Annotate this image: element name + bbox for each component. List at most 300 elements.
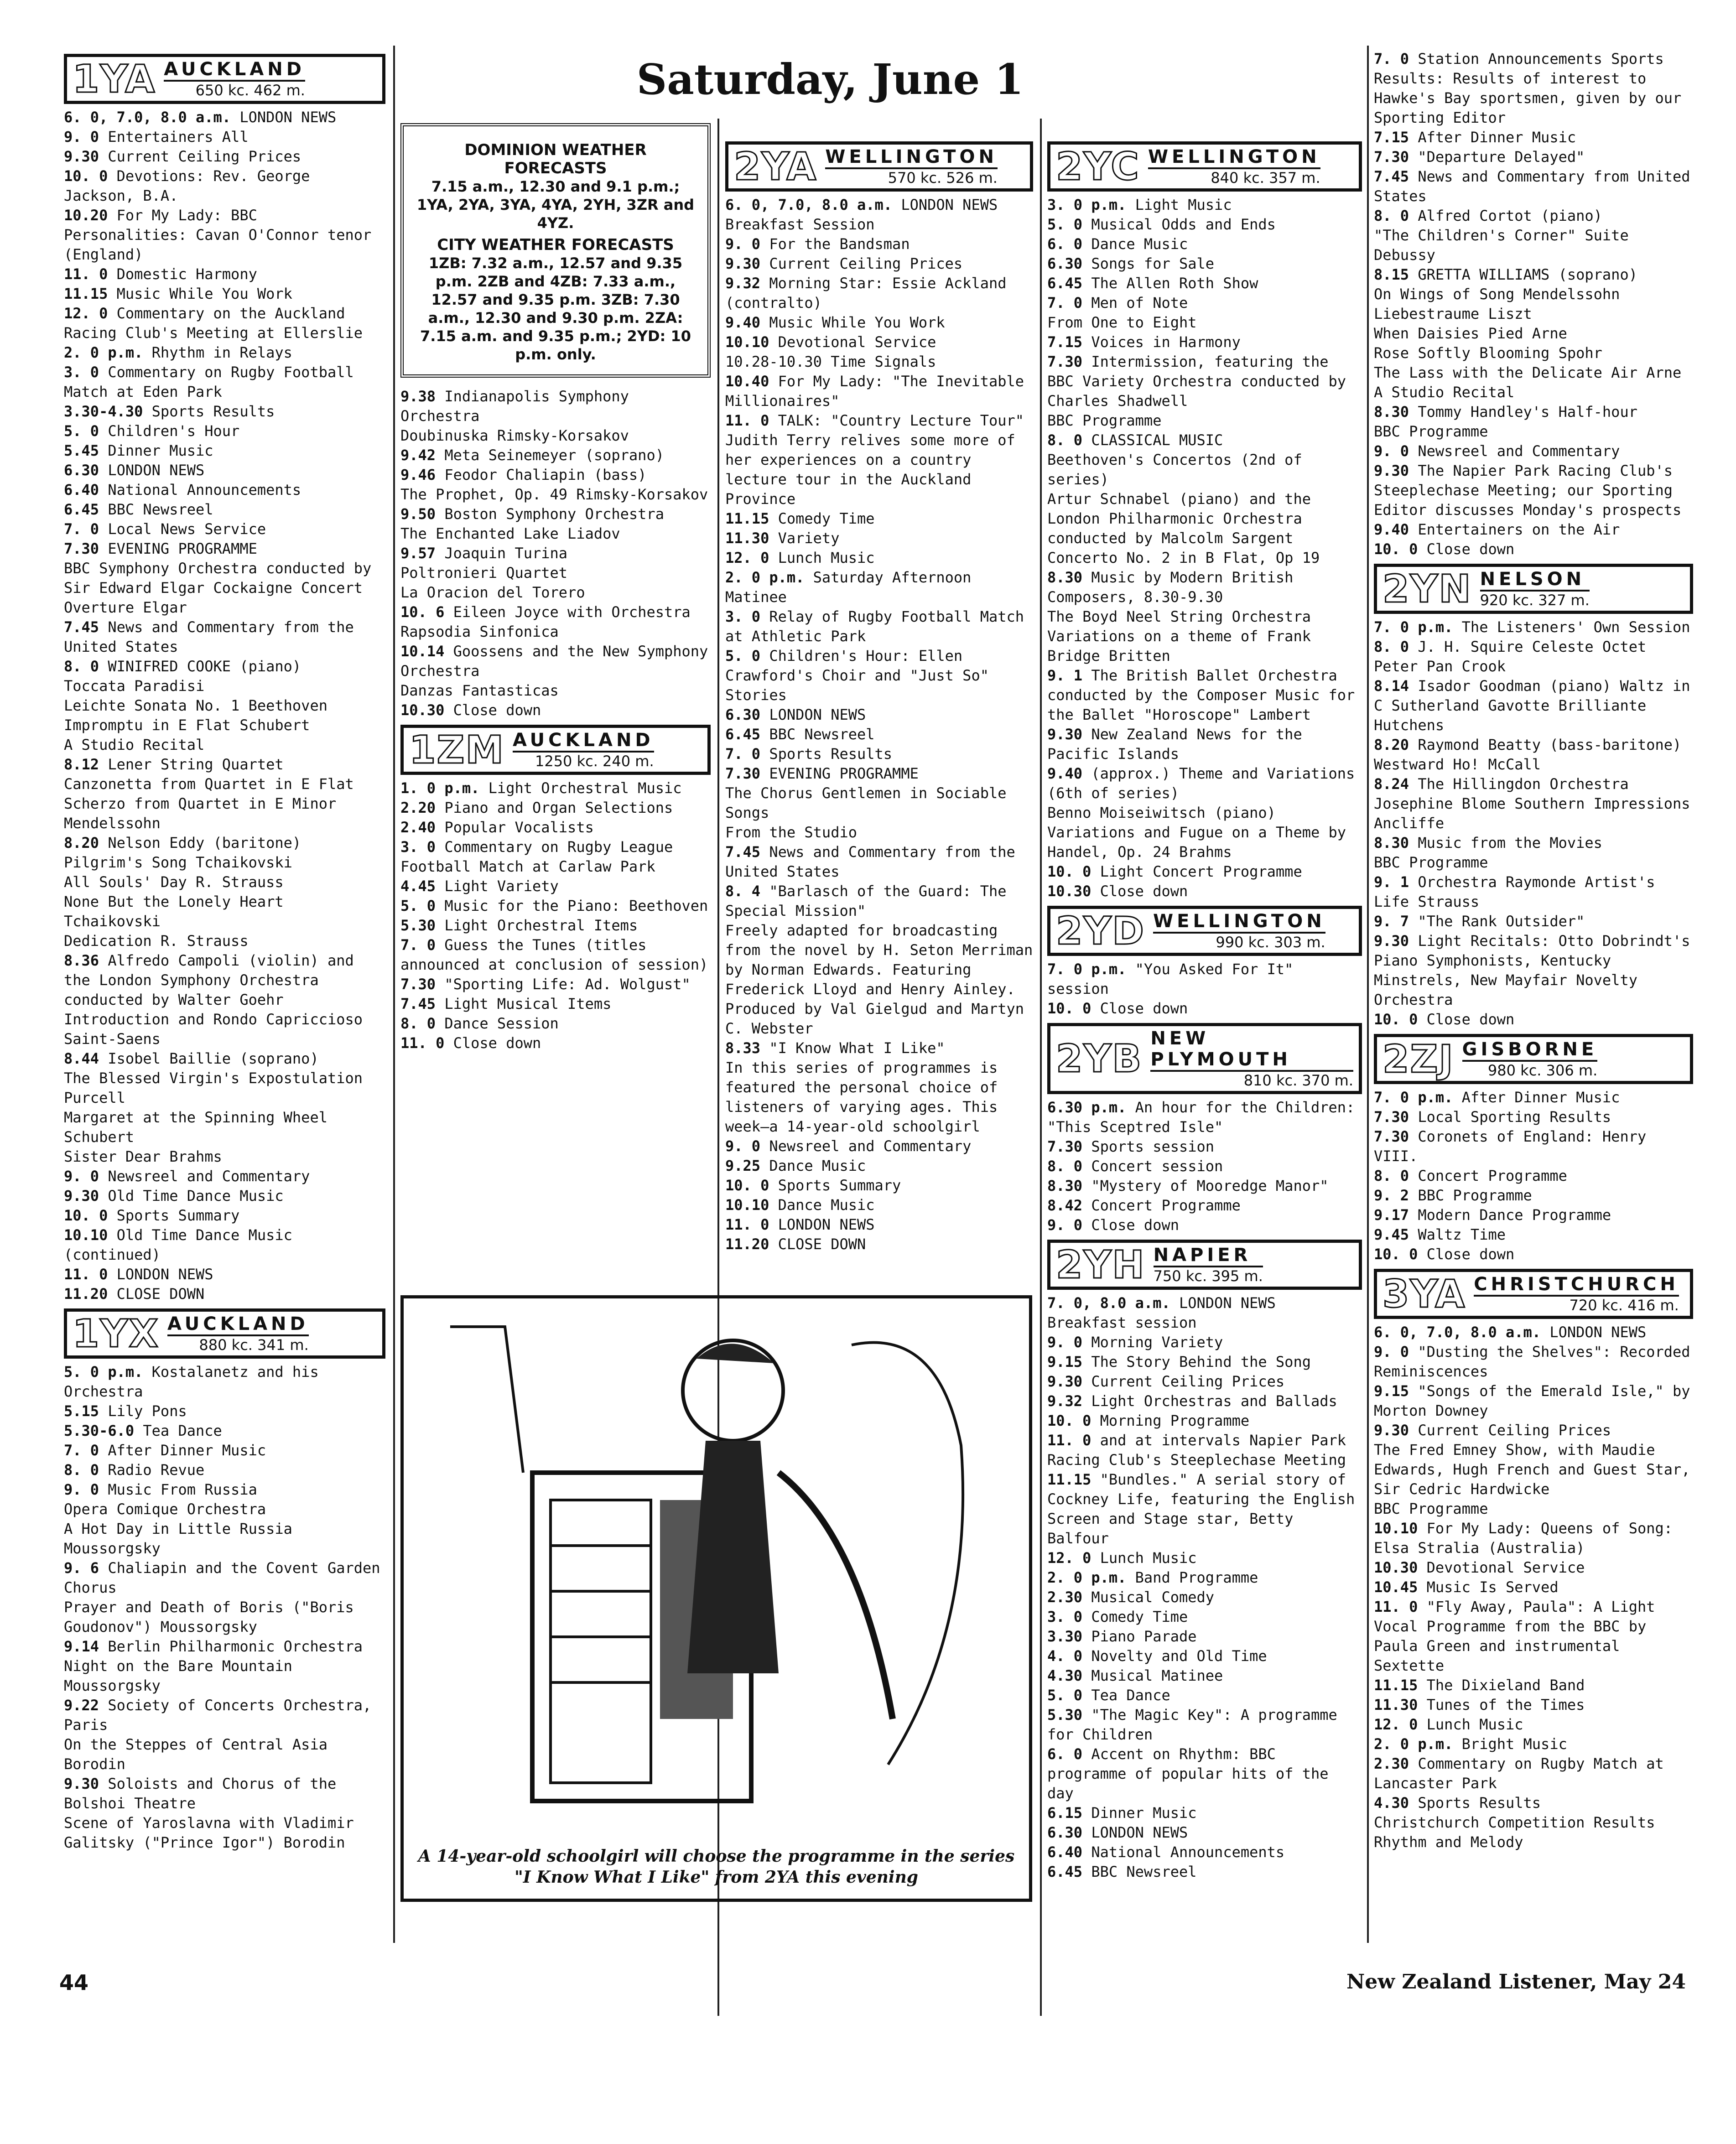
schedule-entry <box>1047 313 1362 332</box>
schedule-entry <box>64 1186 385 1206</box>
schedule-entry <box>1047 332 1362 352</box>
station-callsign: 2ZJ <box>1383 1037 1454 1081</box>
entry-description: CLASSICAL MUSIC <box>1091 431 1223 449</box>
schedule-entry <box>64 872 385 892</box>
entry-time: 10.10 <box>1374 1520 1418 1537</box>
entry-description: Variety <box>778 530 840 547</box>
schedule-entry <box>400 465 711 485</box>
entry-description: Joaquin Turina <box>444 545 568 562</box>
entry-description: Berlin Philharmonic Orchestra <box>108 1638 363 1655</box>
entry-description: Close down <box>453 1034 541 1052</box>
entry-time: 7. 0 <box>64 1442 99 1459</box>
entry-description: Light Orchestras and Ballads <box>1091 1392 1337 1410</box>
schedule-entry <box>1374 676 1693 735</box>
entry-time: 2.20 <box>400 799 436 816</box>
entry-description: "The Rank Outsider" <box>1418 913 1585 930</box>
schedule-entry <box>1374 49 1693 128</box>
entry-description: BBC Programme <box>1374 1500 1488 1517</box>
entry-time: 5.30 <box>1047 1706 1083 1724</box>
schedule-entry <box>1047 1372 1362 1391</box>
entry-description: Current Ceiling Prices <box>1091 1373 1285 1390</box>
entry-time: 7.15 <box>1374 129 1409 146</box>
entry-description: Sports Results <box>769 745 893 763</box>
entry-time: 10. 0 <box>64 167 108 185</box>
entry-description: BBC Newsreel <box>108 501 213 518</box>
entry-time: 7.30 <box>64 540 99 557</box>
entry-time: 9.30 <box>64 1187 99 1204</box>
entry-time: 6. 0 <box>1047 235 1083 253</box>
entry-time: 7.30 <box>1047 353 1083 370</box>
entry-time: 10.10 <box>725 333 769 351</box>
entry-description: For My Lady: "The Inevitable Millionaires" <box>725 373 1024 410</box>
entry-time: 8. 0 <box>64 1461 99 1479</box>
entry-description: National Announcements <box>1091 1843 1285 1861</box>
schedule-entry <box>1047 1470 1362 1548</box>
schedule-entry <box>1047 725 1362 764</box>
station-callsign: 3YA <box>1383 1272 1466 1316</box>
entry-description: TALK: "Country Lecture Tour" <box>778 412 1024 429</box>
schedule-entry <box>1047 568 1362 607</box>
entry-time: 2. 0 p.m. <box>1047 1569 1127 1586</box>
entry-description: Tommy Handley's Half-hour <box>1418 403 1637 420</box>
schedule-entry <box>1374 1578 1693 1597</box>
entry-time: 8.30 <box>1047 1177 1083 1194</box>
schedule-entry <box>1047 1568 1362 1588</box>
entry-description: Close down <box>1426 1011 1515 1028</box>
entry-time: 9.30 <box>725 255 761 272</box>
entry-time: 5. 0 <box>725 647 761 664</box>
entry-time: 9.40 <box>725 314 761 331</box>
entry-time: 8.36 <box>64 952 99 969</box>
entry-time: 10.10 <box>725 1196 769 1214</box>
entry-description: Light Music <box>1135 196 1232 213</box>
entry-description: Freely adapted for broadcasting from the novel by H. Seton Merriman by Norman Edwards. Featuring Frederick Lloyd and Henry Ainley. Produced by Val Gielgud and Martyn C. Webster <box>725 922 1033 1037</box>
entry-description: BBC Symphony Orchestra conducted by Sir Edward Elgar Cockaigne Concert Overture Elgar <box>64 560 372 616</box>
entry-time: 9.15 <box>1374 1382 1409 1400</box>
entry-description: Chaliapin and the Covent Garden Chorus <box>64 1559 380 1596</box>
entry-time: 10. 0 <box>1047 1412 1091 1429</box>
entry-description: Musical Comedy <box>1091 1589 1215 1606</box>
weather-forecasts-box <box>400 123 711 378</box>
entry-time: 10.45 <box>1374 1578 1418 1596</box>
schedule-entry <box>1047 254 1362 274</box>
entry-description: Benno Moiseiwitsch (piano) <box>1047 804 1276 821</box>
entry-description: Comedy Time <box>778 510 875 527</box>
column-5 <box>1374 49 1693 1852</box>
entry-time: 1. 0 p.m. <box>400 779 480 797</box>
entry-description: Band Programme <box>1135 1569 1258 1586</box>
schedule-entry <box>64 559 385 618</box>
entry-description: Leichte Sonata No. 1 Beethoven <box>64 697 327 714</box>
entry-description: Newsreel and Commentary <box>108 1168 310 1185</box>
entry-description: La Oracion del Torero <box>400 584 585 601</box>
schedule-entry <box>725 607 1033 646</box>
entry-description: Night on the Bare Mountain Moussorgsky <box>64 1657 292 1694</box>
schedule-entry <box>1047 234 1362 254</box>
schedule-entry <box>725 921 1033 1038</box>
entry-description: J. H. Squire Celeste Octet Peter Pan Crook <box>1374 638 1647 675</box>
schedule-entry <box>1374 931 1693 1010</box>
entry-time: 11.15 <box>64 285 108 302</box>
entry-time: 8. 0 <box>400 1015 436 1032</box>
entry-time: 7. 0 p.m. <box>1374 1089 1453 1106</box>
column-4 <box>1047 137 1362 1882</box>
entry-description: For My Lady: BBC Personalities: Cavan O'Connor tenor (England) <box>64 207 372 263</box>
station-header-2yb <box>1047 1023 1362 1094</box>
entry-time: 9. 0 <box>1047 1334 1083 1351</box>
entry-description: Commentary on Rugby Match at Lancaster Park <box>1374 1755 1664 1792</box>
schedule-entry <box>1047 1411 1362 1431</box>
entry-time: 9.30 <box>64 148 99 165</box>
station-frequency: 570 kc. 526 m. <box>888 169 998 187</box>
entry-time: 9. 1 <box>1047 667 1083 684</box>
schedule-entry <box>1047 195 1362 215</box>
entry-time: 8.20 <box>1374 736 1409 753</box>
schedule-entry <box>64 1069 385 1108</box>
magazine-footer: New Zealand Listener, May 24 <box>1346 1970 1686 1993</box>
schedule-entry <box>1047 1137 1362 1157</box>
station-callsign: 2YN <box>1383 566 1472 611</box>
station-callsign: 2YA <box>734 144 817 189</box>
schedule-entry <box>1374 872 1693 912</box>
schedule-entry <box>725 1058 1033 1137</box>
schedule-entry <box>64 774 385 794</box>
schedule-entry <box>64 1421 385 1441</box>
entry-description: Relay of Rugby Football Match at Athletic Park <box>725 608 1024 645</box>
entry-description: Light Recitals: Otto Dobrindt's Piano Symphonists, Kentucky Minstrels, New Mayfair Novelty Orchestra <box>1374 932 1690 1008</box>
station-header-2yc <box>1047 141 1362 192</box>
page-title: Saturday, June 1 <box>636 55 1024 104</box>
entry-description: Light Musical Items <box>444 995 612 1012</box>
schedule-entry <box>1047 1333 1362 1352</box>
entry-description: (approx.) Theme and Variations (6th of series) <box>1047 765 1355 802</box>
entry-time: 7. 0 <box>400 936 436 954</box>
entry-description: "Departure Delayed" <box>1418 148 1585 166</box>
entry-description: Scene of Yaroslavna with Vladimir Galitsky ("Prince Igor") Borodin <box>64 1814 354 1851</box>
schedule-entry <box>1374 441 1693 461</box>
entry-description: BBC Programme <box>1374 854 1488 871</box>
schedule-entry <box>64 441 385 461</box>
station-callsign: 1ZM <box>409 727 504 772</box>
entry-time: 10. 0 <box>1047 1000 1091 1017</box>
schedule-entry <box>64 931 385 951</box>
entry-description: and at intervals Napier Park Racing Club's Steeplechase Meeting <box>1047 1432 1346 1469</box>
entry-time: 7.30 <box>1374 1108 1409 1126</box>
schedule-entry <box>1374 304 1693 324</box>
schedule-entry <box>400 642 711 681</box>
entry-time: 10. 0 <box>1374 540 1418 558</box>
entry-time: 8.14 <box>1374 677 1409 695</box>
entry-description: Close down <box>1100 1000 1188 1017</box>
entry-time: 11. 0 <box>725 412 769 429</box>
entry-description: Beethoven's Concertos (2nd of series) <box>1047 451 1302 488</box>
schedule-entry <box>1047 1627 1362 1646</box>
entry-description: Music From Russia <box>108 1481 257 1498</box>
entry-description: The Hillingdon Orchestra Josephine Blome Southern Impressions Ancliffe <box>1374 775 1690 832</box>
schedule-2zj <box>1374 1088 1693 1264</box>
station-frequency: 990 kc. 303 m. <box>1216 934 1325 951</box>
entry-time: 10. 0 <box>1047 863 1091 880</box>
schedule-entry <box>1374 1676 1693 1695</box>
schedule-entry <box>1374 1225 1693 1245</box>
schedule-2yb <box>1047 1098 1362 1235</box>
schedule-entry <box>400 994 711 1014</box>
entry-description: Radio Revue <box>108 1461 205 1479</box>
schedule-entry <box>1374 343 1693 363</box>
schedule-entry <box>400 583 711 602</box>
entry-description: BBC Newsreel <box>769 726 875 743</box>
entry-time: 9.25 <box>725 1157 761 1174</box>
entry-description: Newsreel and Commentary <box>1418 442 1620 460</box>
station-callsign: 2YD <box>1056 908 1145 953</box>
entry-time: 9. 0 <box>1047 1216 1083 1234</box>
entry-description: LONDON NEWS <box>239 109 337 126</box>
schedule-entry <box>1374 1107 1693 1127</box>
entry-description: Children's Hour: Ellen Crawford's Choir and "Just So" Stories <box>725 647 989 704</box>
schedule-entry <box>400 1014 711 1033</box>
entry-description: Music by Modern British Composers, 8.30-9.30 <box>1047 569 1294 606</box>
entry-description: Devotions: Rev. George Jackson, B.A. <box>64 167 310 204</box>
entry-description: Bright Music <box>1461 1735 1567 1753</box>
schedule-entry <box>1047 450 1362 489</box>
schedule-entry <box>64 1362 385 1402</box>
entry-description: "Sporting Life: Ad. Wolgust" <box>444 976 691 993</box>
schedule-entry <box>1047 999 1362 1018</box>
schedule-entry <box>1047 764 1362 803</box>
entry-description: Lunch Music <box>1426 1716 1523 1733</box>
entry-time: 7. 0 p.m. <box>1374 618 1453 636</box>
entry-description: After Dinner Music <box>1418 129 1576 146</box>
schedule-entry <box>1047 293 1362 313</box>
entry-time: 5.45 <box>64 442 99 459</box>
entry-description: Close down <box>1100 883 1188 900</box>
entry-description: LONDON NEWS <box>108 462 205 479</box>
entry-description: Current Ceiling Prices <box>1418 1422 1611 1439</box>
entry-time: 11.15 <box>1374 1677 1418 1694</box>
entry-description: The Lass with the Delicate Air Arne <box>1374 364 1682 381</box>
entry-description: Close down <box>453 701 541 719</box>
schedule-2yn <box>1374 618 1693 1029</box>
entry-description: Musical Matinee <box>1091 1667 1223 1684</box>
entry-description: "Dusting the Shelves": Recorded Reminiscences <box>1374 1343 1690 1380</box>
entry-description: Lily Pons <box>108 1402 187 1420</box>
schedule-entry <box>1047 803 1362 823</box>
schedule-entry <box>64 833 385 853</box>
entry-description: Orchestra Raymonde Artist's Life Strauss <box>1374 873 1655 910</box>
station-frequency: 840 kc. 357 m. <box>1211 169 1320 187</box>
schedule-entry <box>64 1049 385 1069</box>
schedule-entry <box>1374 540 1693 559</box>
entry-time: 9.22 <box>64 1697 99 1714</box>
entry-time: 9.14 <box>64 1638 99 1655</box>
schedule-entry <box>64 1696 385 1735</box>
cartoon-caption: A 14-year-old schoolgirl will choose the programme in the series "I Know What I Like" from 2YA this evening <box>418 1847 1015 1887</box>
entry-description: Pilgrim's Song Tchaikovski <box>64 854 292 871</box>
entry-description: An hour for the Children: "This Sceptred Isle" <box>1047 1099 1355 1136</box>
entry-time: 10.20 <box>64 207 108 224</box>
schedule-entry <box>64 1558 385 1598</box>
entry-description: The Blessed Virgin's Expostulation Purcell <box>64 1069 363 1106</box>
entry-description: Children's Hour <box>108 422 240 440</box>
entry-description: Feodor Chaliapin (bass) <box>444 466 647 483</box>
schedule-entry <box>1374 1381 1693 1421</box>
schedule-entry <box>1374 1205 1693 1225</box>
entry-description: Danzas Fantasticas <box>400 682 559 699</box>
entry-time: 11. 0 <box>725 1216 769 1233</box>
schedule-entry <box>1047 1293 1362 1313</box>
station-callsign: 1YX <box>73 1311 160 1356</box>
schedule-entry <box>725 1038 1033 1058</box>
schedule-entry <box>1374 265 1693 285</box>
schedule-entry <box>725 1156 1033 1176</box>
entry-description: Eileen Joyce with Orchestra <box>453 603 691 621</box>
entry-description: Sports session <box>1091 1138 1215 1155</box>
entry-description: LONDON NEWS <box>1091 1824 1188 1841</box>
entry-time: 5. 0 p.m. <box>64 1363 143 1381</box>
entry-description: "The Magic Key": A programme for Children <box>1047 1706 1337 1743</box>
entry-description: Opera Comique Orchestra <box>64 1500 266 1518</box>
schedule-entry <box>1047 862 1362 882</box>
entry-time: 6.45 <box>64 501 99 518</box>
entry-description: The Dixieland Band <box>1426 1677 1585 1694</box>
schedule-entry <box>1374 363 1693 383</box>
entry-description: Sister Dear Brahms <box>64 1148 222 1165</box>
entry-time: 9. 0 <box>1374 1343 1409 1360</box>
station-city: AUCKLAND <box>167 1313 309 1336</box>
schedule-entry <box>1047 1803 1362 1823</box>
schedule-entry <box>400 387 711 426</box>
entry-time: 9.30 <box>1374 932 1409 950</box>
schedule-entry <box>64 108 385 127</box>
entry-description: Scherzo from Quartet in E Minor Mendelssohn <box>64 795 337 832</box>
entry-description: Dedication R. Strauss <box>64 932 249 950</box>
column-2 <box>400 123 711 1053</box>
schedule-entry <box>1047 411 1362 431</box>
schedule-entry <box>64 1480 385 1500</box>
schedule-entry <box>725 274 1033 313</box>
entry-time: 6.45 <box>1047 1863 1083 1880</box>
schedule-entry <box>725 195 1033 215</box>
schedule-entry <box>1374 1715 1693 1734</box>
entry-time: 8. 0 <box>1374 1167 1409 1184</box>
schedule-entry <box>1047 1686 1362 1705</box>
schedule-entry <box>400 544 711 563</box>
entry-description: Local News Service <box>108 520 266 538</box>
entry-time: 7.45 <box>1374 168 1409 185</box>
entry-description: National Announcements <box>108 481 301 498</box>
entry-time: 2.30 <box>1374 1755 1409 1772</box>
schedule-entry <box>64 1656 385 1696</box>
station-frequency: 880 kc. 341 m. <box>199 1336 309 1354</box>
schedule-2yh-continued <box>1374 49 1693 559</box>
schedule-entry <box>1374 1558 1693 1578</box>
entry-description: On the Steppes of Central Asia Borodin <box>64 1736 327 1773</box>
schedule-entry <box>725 784 1033 823</box>
station-city: CHRISTCHURCH <box>1474 1274 1679 1297</box>
schedule-entry <box>725 234 1033 254</box>
schedule-entry <box>400 701 711 720</box>
schedule-entry <box>64 951 385 1010</box>
entry-time: 7.30 <box>725 765 761 782</box>
schedule-entry <box>725 215 1033 234</box>
entry-description: Dinner Music <box>108 442 213 459</box>
station-frequency: 1250 kc. 240 m. <box>535 753 654 770</box>
entry-time: 8.12 <box>64 756 99 773</box>
schedule-entry <box>400 681 711 701</box>
entry-time: 8.30 <box>1374 403 1409 420</box>
schedule-entry <box>1047 1843 1362 1862</box>
schedule-entry <box>64 1460 385 1480</box>
entry-time: 4. 0 <box>1047 1647 1083 1665</box>
entry-description: Lunch Music <box>778 549 875 566</box>
schedule-entry <box>64 500 385 519</box>
entry-description: Commentary on Rugby League Football Match at Carlaw Park <box>400 838 673 875</box>
entry-description: Modern Dance Programme <box>1418 1206 1611 1224</box>
entry-description: Music While You Work <box>116 285 292 302</box>
schedule-entry <box>400 798 711 818</box>
entry-description: EVENING PROGRAMME <box>769 765 919 782</box>
entry-description: For the Bandsman <box>769 235 910 253</box>
entry-description: Devotional Service <box>778 333 936 351</box>
entry-description: Poltronieri Quartet <box>400 564 568 581</box>
entry-description: Christchurch Competition Results <box>1374 1814 1655 1831</box>
entry-time: 7.45 <box>725 843 761 861</box>
entry-description: Dance Music <box>778 1196 875 1214</box>
entry-description: Music from the Movies <box>1418 834 1602 851</box>
schedule-entry <box>400 426 711 446</box>
entry-description: Morning Programme <box>1100 1412 1250 1429</box>
schedule-entry <box>1047 607 1362 666</box>
schedule-entry <box>400 896 711 916</box>
entry-description: Concert Programme <box>1418 1167 1567 1184</box>
schedule-1yx <box>64 1362 385 1853</box>
column-1 <box>64 49 385 1853</box>
entry-description: The Listeners' Own Session <box>1461 618 1690 636</box>
schedule-entry <box>1374 1323 1693 1342</box>
schedule-2yd <box>1047 960 1362 1018</box>
page-number: 44 <box>59 1970 89 1995</box>
entry-time: 6.45 <box>725 726 761 743</box>
entry-time: 5.30-6.0 <box>64 1422 135 1439</box>
entry-description: A Studio Recital <box>64 736 205 753</box>
schedule-entry <box>1047 666 1362 725</box>
entry-time: 3. 0 p.m. <box>1047 196 1127 213</box>
entry-time: 5.30 <box>400 917 436 934</box>
entry-description: Dance Session <box>444 1015 559 1032</box>
entry-time: 9.45 <box>1374 1226 1409 1243</box>
schedule-entry <box>1374 912 1693 931</box>
entry-description: Newsreel and Commentary <box>769 1137 972 1155</box>
entry-description: Light Orchestral Music <box>488 779 682 797</box>
entry-time: 3.30-4.30 <box>64 403 143 420</box>
schedule-entry <box>64 166 385 206</box>
entry-time: 11.20 <box>64 1285 108 1303</box>
schedule-entry <box>1374 1519 1693 1558</box>
column-rule-1 <box>393 46 395 1943</box>
entry-description: "The Children's Corner" Suite Debussy <box>1374 227 1629 264</box>
schedule-entry <box>400 485 711 504</box>
entry-time: 7. 0 p.m. <box>1047 960 1127 978</box>
schedule-entry <box>1374 1754 1693 1793</box>
entry-description: Waltz Time <box>1418 1226 1506 1243</box>
schedule-entry <box>1374 226 1693 265</box>
entry-description: New Zealand News for the Pacific Islands <box>1047 726 1302 763</box>
schedule-entry <box>64 1519 385 1558</box>
entry-time: 6.30 p.m. <box>1047 1099 1127 1116</box>
entry-time: 8.30 <box>1374 834 1409 851</box>
entry-description: Station Announcements Sports Results: Results of interest to Hawke's Bay sportsmen, given by our Sporting Editor <box>1374 50 1682 126</box>
entry-description: Lener String Quartet <box>108 756 284 773</box>
